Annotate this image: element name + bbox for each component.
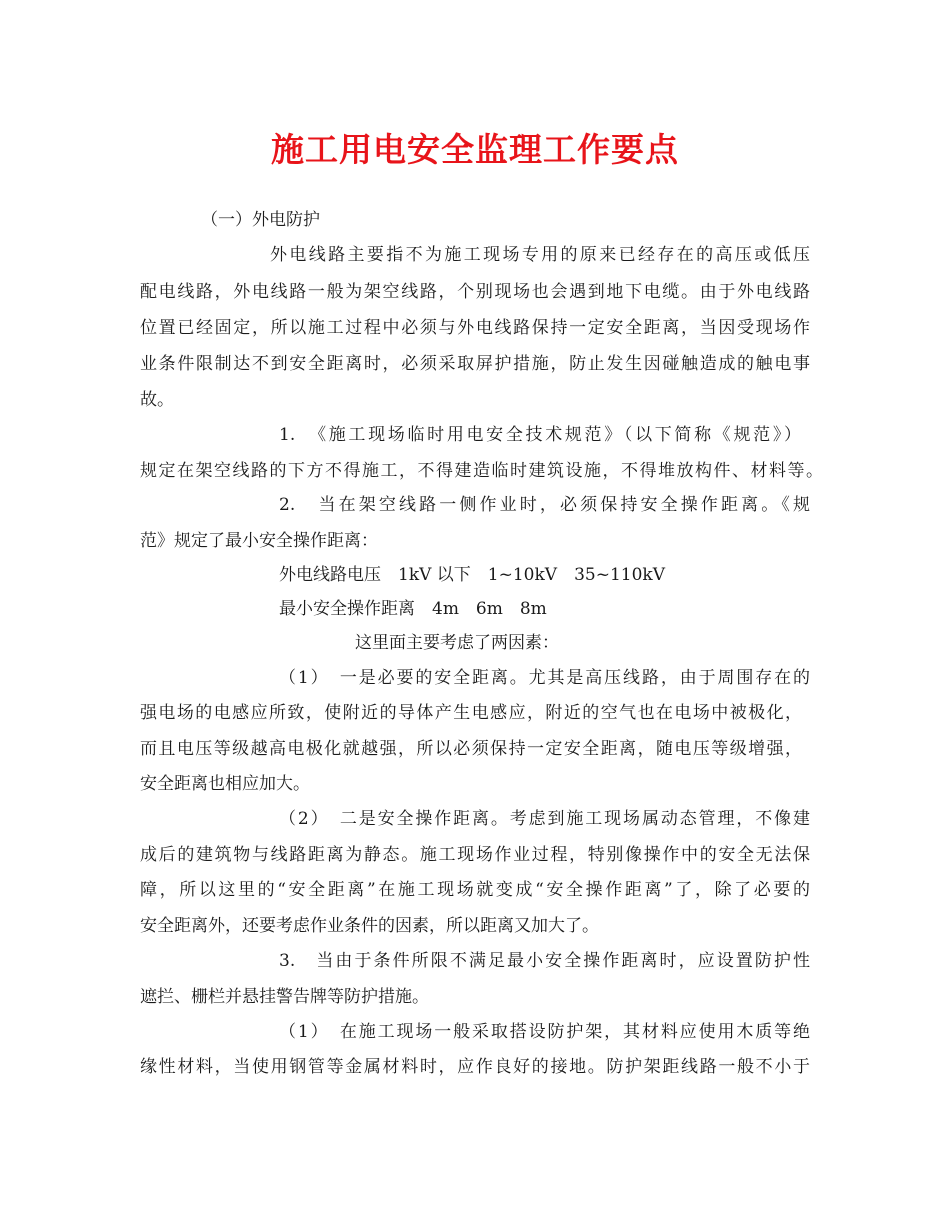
paragraph-line: 2. 当在架空线路一侧作业时，必须保持安全操作距离。《规 [279,495,810,515]
paragraph-line: 配电线路，外电线路一般为架空线路，个别现场也会遇到地下电缆。由于外电线路 [140,282,810,302]
distance-row: 最小安全操作距离 4m 6m 8m [279,599,547,619]
section-heading: （一）外电防护 [201,210,320,230]
paragraph-line: 成后的建筑物与线路距离为静态。施工现场作业过程，特别像操作中的安全无法保 [140,845,810,865]
paragraph-line: 而且电压等级越高电极化就越强，所以必须保持一定安全距离，随电压等级增强， [140,739,802,759]
paragraph-line: 安全距离外，还要考虑作业条件的因素，所以距离又加大了。 [140,916,599,936]
paragraph-line: 故。 [140,390,174,410]
paragraph-line: 安全距离也相应加大。 [140,774,310,794]
paragraph-line: 位置已经固定，所以施工过程中必须与外电线路保持一定安全距离，当因受现场作 [140,318,810,338]
paragraph-line: 外电线路主要指不为施工现场专用的原来已经存在的高压或低压 [270,245,810,265]
paragraph-line: 这里面主要考虑了两因素： [355,633,559,653]
paragraph-line: （1） 一是必要的安全距离。尤其是高压线路，由于周围存在的 [279,668,810,688]
document-title: 施工用电安全监理工作要点 [271,130,679,169]
paragraph-line: 障，所以这里的“安全距离”在施工现场就变成“安全操作距离”了，除了必要的 [140,880,810,900]
paragraph-line: （1） 在施工现场一般采取搭设防护架，其材料应使用木质等绝 [279,1022,810,1042]
paragraph-line: 规定在架空线路的下方不得施工，不得建造临时建筑设施，不得堆放构件、材料等。 [140,461,823,481]
paragraph-line: 3. 当由于条件所限不满足最小安全操作距离时，应设置防护性 [279,951,810,971]
paragraph-line: 强电场的电感应所致，使附近的导体产生电感应，附近的空气也在电场中被极化， [140,703,802,723]
voltage-row: 外电线路电压 1kV 以下 1~10kV 35~110kV [279,565,665,585]
paragraph-line: 遮拦、栅栏并悬挂警告牌等防护措施。 [140,987,429,1007]
paragraph-line: （2） 二是安全操作距离。考虑到施工现场属动态管理，不像建 [279,809,810,829]
paragraph-line: 范》规定了最小安全操作距离： [140,531,378,551]
paragraph-line: 业条件限制达不到安全距离时，必须采取屏护措施，防止发生因碰触造成的触电事 [140,354,810,374]
paragraph-line: 缘性材料，当使用钢管等金属材料时，应作良好的接地。防护架距线路一般不小于 [140,1057,810,1077]
paragraph-line: 1. 《施工现场临时用电安全技术规范》（以下简称《规范》） [279,425,801,445]
